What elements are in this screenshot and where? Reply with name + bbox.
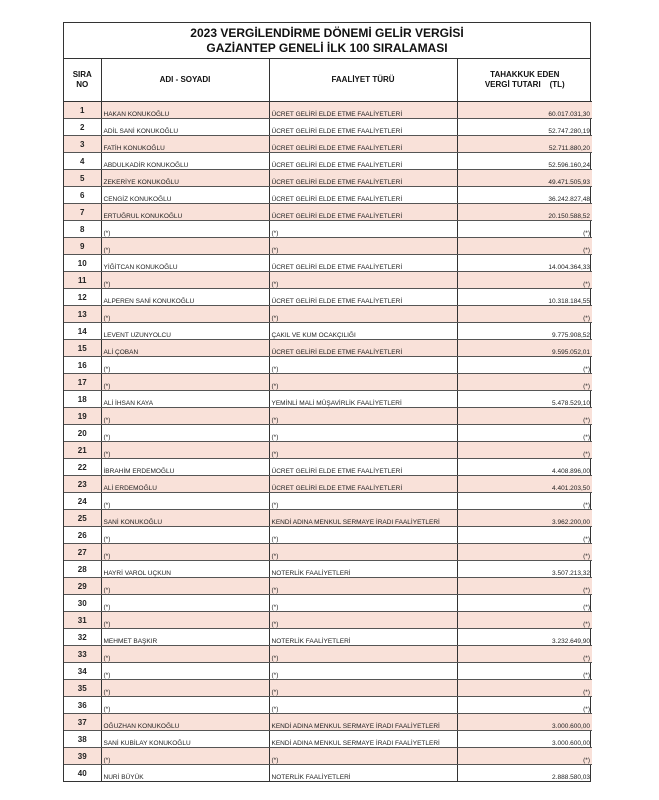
tax-ranking-document	[63, 22, 591, 782]
rank-cell: 26	[64, 527, 101, 544]
amount-cell: 52.747.280,19	[457, 119, 592, 136]
table-row	[64, 357, 592, 374]
rank-cell: 38	[64, 731, 101, 748]
activity-cell: (*)	[269, 527, 457, 544]
rank-cell: 27	[64, 544, 101, 561]
table-row	[64, 578, 592, 595]
name-cell: (*)	[101, 357, 269, 374]
name-cell: ABDULKADİR KONUKOĞLU	[101, 153, 269, 170]
amount-cell: (*)	[457, 306, 592, 323]
rank-cell: 33	[64, 646, 101, 663]
rank-cell: 36	[64, 697, 101, 714]
name-cell: (*)	[101, 663, 269, 680]
name-cell: (*)	[101, 272, 269, 289]
table-row	[64, 221, 592, 238]
rank-cell: 34	[64, 663, 101, 680]
amount-cell: 9.775.908,52	[457, 323, 592, 340]
rank-cell: 5	[64, 170, 101, 187]
rank-cell: 3	[64, 136, 101, 153]
table-body	[64, 102, 592, 782]
rank-cell: 8	[64, 221, 101, 238]
amount-cell: (*)	[457, 374, 592, 391]
table-row	[64, 663, 592, 680]
table-row	[64, 425, 592, 442]
activity-cell: (*)	[269, 221, 457, 238]
title-line-1: 2023 VERGİLENDİRME DÖNEMİ GELİR VERGİSİ	[190, 26, 464, 40]
name-cell: FATİH KONUKOĞLU	[101, 136, 269, 153]
name-cell: (*)	[101, 748, 269, 765]
activity-cell: KENDİ ADINA MENKUL SERMAYE İRADI FAALİYETLERİ	[269, 510, 457, 527]
table-row	[64, 340, 592, 357]
amount-cell: 3.232.649,90	[457, 629, 592, 646]
rank-cell: 28	[64, 561, 101, 578]
amount-cell: 10.318.184,55	[457, 289, 592, 306]
rank-cell: 15	[64, 340, 101, 357]
table-row	[64, 476, 592, 493]
activity-cell: NOTERLİK FAALİYETLERİ	[269, 561, 457, 578]
table-row	[64, 255, 592, 272]
activity-cell: KENDİ ADINA MENKUL SERMAYE İRADI FAALİYETLERİ	[269, 714, 457, 731]
amount-cell: 49.471.505,93	[457, 170, 592, 187]
activity-cell: (*)	[269, 646, 457, 663]
rank-cell: 22	[64, 459, 101, 476]
amount-cell: (*)	[457, 493, 592, 510]
amount-cell: (*)	[457, 697, 592, 714]
name-cell: ALİ ÇOBAN	[101, 340, 269, 357]
name-cell: CENGİZ KONUKOĞLU	[101, 187, 269, 204]
name-cell: ALİ İHSAN KAYA	[101, 391, 269, 408]
header-rank: SIRA NO	[64, 59, 101, 102]
activity-cell: (*)	[269, 612, 457, 629]
amount-cell: 3.000.600,00	[457, 714, 592, 731]
table-row	[64, 459, 592, 476]
table-row	[64, 442, 592, 459]
rank-cell: 20	[64, 425, 101, 442]
name-cell: OĞUZHAN KONUKOĞLU	[101, 714, 269, 731]
rank-cell: 1	[64, 102, 101, 119]
activity-cell: ÜCRET GELİRİ ELDE ETME FAALİYETLERİ	[269, 340, 457, 357]
rank-cell: 39	[64, 748, 101, 765]
table-row	[64, 391, 592, 408]
rank-cell: 21	[64, 442, 101, 459]
name-cell: HAKAN KONUKOĞLU	[101, 102, 269, 119]
amount-cell: 3.000.600,00	[457, 731, 592, 748]
activity-cell: (*)	[269, 544, 457, 561]
rank-cell: 35	[64, 680, 101, 697]
name-cell: İBRAHİM ERDEMOĞLU	[101, 459, 269, 476]
amount-cell: (*)	[457, 238, 592, 255]
activity-cell: (*)	[269, 408, 457, 425]
table-row	[64, 731, 592, 748]
rank-cell: 37	[64, 714, 101, 731]
name-cell: ALİ ERDEMOĞLU	[101, 476, 269, 493]
amount-cell: (*)	[457, 408, 592, 425]
name-cell: (*)	[101, 578, 269, 595]
table-row	[64, 748, 592, 765]
amount-cell: (*)	[457, 544, 592, 561]
activity-cell: NOTERLİK FAALİYETLERİ	[269, 765, 457, 782]
name-cell: (*)	[101, 221, 269, 238]
amount-cell: 14.004.364,33	[457, 255, 592, 272]
amount-cell: (*)	[457, 221, 592, 238]
rank-cell: 12	[64, 289, 101, 306]
table-row	[64, 204, 592, 221]
activity-cell: NOTERLİK FAALİYETLERİ	[269, 629, 457, 646]
table-row	[64, 119, 592, 136]
amount-cell: (*)	[457, 578, 592, 595]
name-cell: ZEKERİYE KONUKOĞLU	[101, 170, 269, 187]
name-cell: (*)	[101, 493, 269, 510]
amount-cell: 9.595.052,01	[457, 340, 592, 357]
document-title	[64, 23, 590, 59]
rank-cell: 2	[64, 119, 101, 136]
name-cell: (*)	[101, 612, 269, 629]
table-row	[64, 612, 592, 629]
amount-cell: 4.408.896,00	[457, 459, 592, 476]
activity-cell: ÜCRET GELİRİ ELDE ETME FAALİYETLERİ	[269, 187, 457, 204]
header-activity: FAALİYET TÜRÜ	[269, 59, 457, 102]
table-row	[64, 408, 592, 425]
amount-cell: 5.478.529,10	[457, 391, 592, 408]
activity-cell: ÜCRET GELİRİ ELDE ETME FAALİYETLERİ	[269, 119, 457, 136]
activity-cell: (*)	[269, 272, 457, 289]
rank-cell: 29	[64, 578, 101, 595]
name-cell: (*)	[101, 238, 269, 255]
name-cell: (*)	[101, 374, 269, 391]
table-row	[64, 272, 592, 289]
activity-cell: (*)	[269, 697, 457, 714]
rank-cell: 32	[64, 629, 101, 646]
table-row	[64, 102, 592, 119]
activity-cell: ÜCRET GELİRİ ELDE ETME FAALİYETLERİ	[269, 476, 457, 493]
name-cell: ALPEREN SANİ KONUKOĞLU	[101, 289, 269, 306]
table-row	[64, 187, 592, 204]
amount-cell: 3.962.200,00	[457, 510, 592, 527]
name-cell: (*)	[101, 442, 269, 459]
rank-cell: 6	[64, 187, 101, 204]
table-row	[64, 136, 592, 153]
rank-cell: 40	[64, 765, 101, 782]
table-row	[64, 374, 592, 391]
amount-cell: 20.150.588,52	[457, 204, 592, 221]
table-row	[64, 238, 592, 255]
activity-cell: (*)	[269, 374, 457, 391]
activity-cell: ÜCRET GELİRİ ELDE ETME FAALİYETLERİ	[269, 153, 457, 170]
table-row	[64, 646, 592, 663]
activity-cell: (*)	[269, 578, 457, 595]
amount-cell: (*)	[457, 527, 592, 544]
name-cell: (*)	[101, 680, 269, 697]
rank-cell: 23	[64, 476, 101, 493]
activity-cell: ÇAKIL VE KUM OCAKÇILIĞI	[269, 323, 457, 340]
activity-cell: KENDİ ADINA MENKUL SERMAYE İRADI FAALİYETLERİ	[269, 731, 457, 748]
amount-cell: 3.507.213,32	[457, 561, 592, 578]
rank-cell: 17	[64, 374, 101, 391]
activity-cell: ÜCRET GELİRİ ELDE ETME FAALİYETLERİ	[269, 102, 457, 119]
activity-cell: (*)	[269, 493, 457, 510]
activity-cell: ÜCRET GELİRİ ELDE ETME FAALİYETLERİ	[269, 136, 457, 153]
rank-cell: 19	[64, 408, 101, 425]
name-cell: YİĞİTCAN KONUKOĞLU	[101, 255, 269, 272]
rank-cell: 10	[64, 255, 101, 272]
rank-cell: 25	[64, 510, 101, 527]
activity-cell: ÜCRET GELİRİ ELDE ETME FAALİYETLERİ	[269, 289, 457, 306]
amount-cell: (*)	[457, 272, 592, 289]
amount-cell: 60.017.031,30	[457, 102, 592, 119]
activity-cell: ÜCRET GELİRİ ELDE ETME FAALİYETLERİ	[269, 255, 457, 272]
amount-cell: 36.242.827,48	[457, 187, 592, 204]
rank-cell: 18	[64, 391, 101, 408]
name-cell: (*)	[101, 425, 269, 442]
activity-cell: (*)	[269, 663, 457, 680]
amount-cell: (*)	[457, 680, 592, 697]
activity-cell: ÜCRET GELİRİ ELDE ETME FAALİYETLERİ	[269, 204, 457, 221]
activity-cell: (*)	[269, 306, 457, 323]
activity-cell: YEMİNLİ MALİ MÜŞAVİRLİK FAALİYETLERİ	[269, 391, 457, 408]
name-cell: (*)	[101, 646, 269, 663]
rank-cell: 16	[64, 357, 101, 374]
activity-cell: (*)	[269, 425, 457, 442]
name-cell: (*)	[101, 544, 269, 561]
rank-cell: 24	[64, 493, 101, 510]
amount-cell: (*)	[457, 357, 592, 374]
amount-cell: (*)	[457, 425, 592, 442]
name-cell: (*)	[101, 408, 269, 425]
amount-cell: (*)	[457, 595, 592, 612]
table-row	[64, 306, 592, 323]
table-row	[64, 697, 592, 714]
name-cell: (*)	[101, 697, 269, 714]
rank-cell: 11	[64, 272, 101, 289]
amount-cell: 52.711.880,20	[457, 136, 592, 153]
rank-cell: 31	[64, 612, 101, 629]
activity-cell: (*)	[269, 680, 457, 697]
table-row	[64, 561, 592, 578]
name-cell: SANİ KONUKOĞLU	[101, 510, 269, 527]
activity-cell: (*)	[269, 595, 457, 612]
rank-cell: 4	[64, 153, 101, 170]
name-cell: HAYRİ VAROL UÇKUN	[101, 561, 269, 578]
activity-cell: (*)	[269, 357, 457, 374]
activity-cell: ÜCRET GELİRİ ELDE ETME FAALİYETLERİ	[269, 170, 457, 187]
amount-cell: (*)	[457, 442, 592, 459]
name-cell: (*)	[101, 306, 269, 323]
activity-cell: (*)	[269, 238, 457, 255]
amount-cell: (*)	[457, 646, 592, 663]
activity-cell: ÜCRET GELİRİ ELDE ETME FAALİYETLERİ	[269, 459, 457, 476]
amount-cell: 4.401.203,50	[457, 476, 592, 493]
table-header-row	[64, 59, 592, 102]
name-cell: (*)	[101, 527, 269, 544]
table-row	[64, 153, 592, 170]
table-row	[64, 527, 592, 544]
rank-cell: 9	[64, 238, 101, 255]
name-cell: LEVENT UZUNYOLCU	[101, 323, 269, 340]
table-row	[64, 680, 592, 697]
name-cell: ADİL SANİ KONUKOĞLU	[101, 119, 269, 136]
amount-cell: (*)	[457, 612, 592, 629]
rank-cell: 30	[64, 595, 101, 612]
activity-cell: (*)	[269, 748, 457, 765]
name-cell: SANİ KUBİLAY KONUKOĞLU	[101, 731, 269, 748]
rank-cell: 13	[64, 306, 101, 323]
amount-cell: (*)	[457, 663, 592, 680]
table-row	[64, 544, 592, 561]
title-line-2: GAZİANTEP GENELİ İLK 100 SIRALAMASI	[206, 41, 448, 55]
amount-cell: 2.888.580,03	[552, 774, 590, 781]
name-cell: MEHMET BAŞKIR	[101, 629, 269, 646]
table-row	[64, 629, 592, 646]
name-cell: (*)	[101, 595, 269, 612]
table-row	[64, 765, 592, 782]
amount-cell: 52.596.160,24	[457, 153, 592, 170]
amount-cell: (*)	[457, 748, 592, 765]
table-row	[64, 510, 592, 527]
header-name: ADI - SOYADI	[101, 59, 269, 102]
table-row	[64, 595, 592, 612]
name-cell: ERTUĞRUL KONUKOĞLU	[101, 204, 269, 221]
activity-cell: (*)	[269, 442, 457, 459]
table-row	[64, 170, 592, 187]
table-row	[64, 493, 592, 510]
rank-cell: 7	[64, 204, 101, 221]
rank-cell: 14	[64, 323, 101, 340]
name-cell: NURİ BÜYÜK	[101, 765, 269, 782]
table-row	[64, 323, 592, 340]
table-row	[64, 289, 592, 306]
table-row	[64, 714, 592, 731]
header-amount: TAHAKKUK EDEN VERGİ TUTARI (TL)	[457, 59, 592, 102]
ranking-table	[64, 59, 592, 781]
